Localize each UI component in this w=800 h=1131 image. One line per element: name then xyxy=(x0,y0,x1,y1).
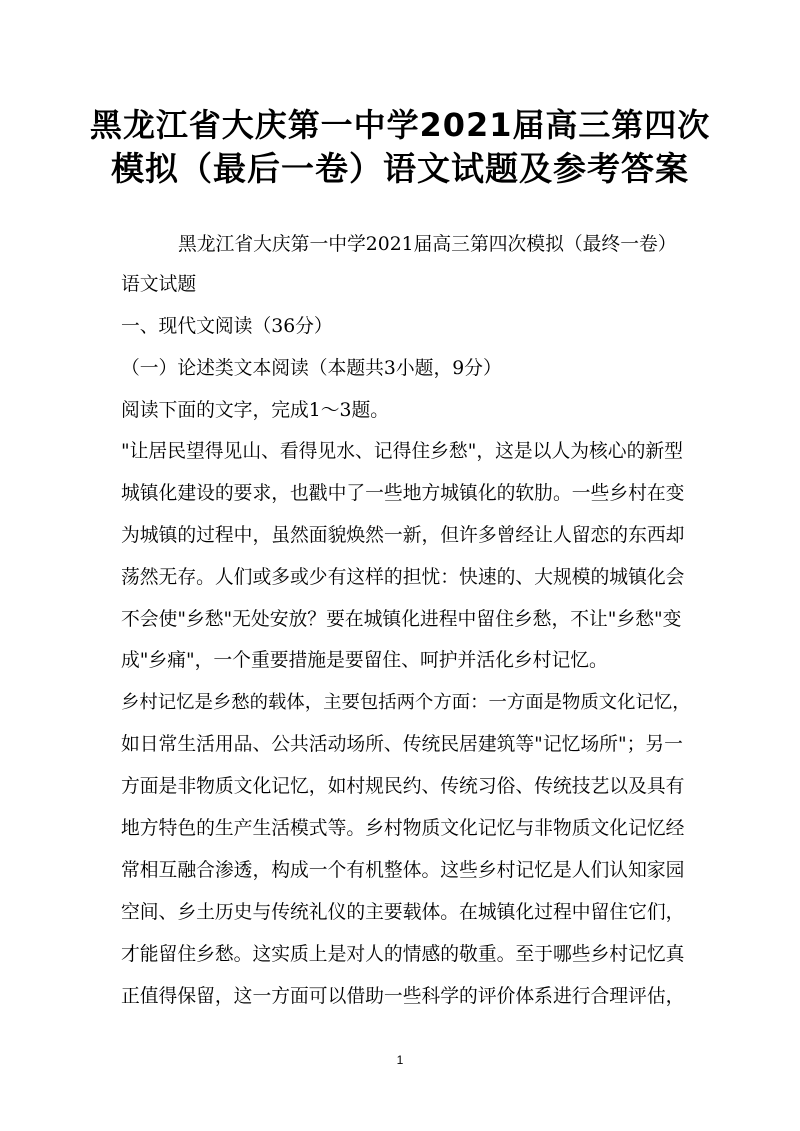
paragraph-line: 荡然无存。人们或多或少有这样的担忧：快速的、大规模的城镇化会 xyxy=(121,567,685,588)
paragraph-line: 空间、乡土历史与传统礼仪的主要载体。在城镇化过程中留住它们， xyxy=(121,902,685,923)
paragraph-line: 方面是非物质文化记忆，如村规民约、传统习俗、传统技艺以及具有 xyxy=(121,776,685,797)
instruction-line: 阅读下面的文字，完成1～3题。 xyxy=(121,400,390,421)
section-label: 语文试题 xyxy=(121,274,197,295)
paragraph-line: 常相互融合渗透，构成一个有机整体。这些乡村记忆是人们认知家园 xyxy=(121,860,685,881)
paragraph-line: 不会使"乡愁"无处安放？要在城镇化进程中留住乡愁，不让"乡愁"变 xyxy=(121,609,682,630)
paragraph-line: 为城镇的过程中，虽然面貌焕然一新，但许多曾经让人留恋的东西却 xyxy=(121,525,685,546)
paragraph-line: 如日常生活用品、公共活动场所、传统民居建筑等"记忆场所"；另一 xyxy=(121,734,683,755)
paragraph-line: 正值得保留，这一方面可以借助一些科学的评价体系进行合理评估， xyxy=(121,986,685,1007)
paragraph-line: 乡村记忆是乡愁的载体，主要包括两个方面：一方面是物质文化记忆， xyxy=(121,692,691,713)
document-title-line-2: 模拟（最后一卷）语文试题及参考答案 xyxy=(111,149,689,188)
page-number: 1 xyxy=(396,1053,404,1067)
paragraph-line: 才能留住乡愁。这实质上是对人的情感的敬重。至于哪些乡村记忆真 xyxy=(121,944,685,965)
document-title-line-1: 黑龙江省大庆第一中学2021届高三第四次 xyxy=(90,106,711,144)
section-heading: 一、现代文阅读（36分） xyxy=(121,316,333,337)
paragraph-line: 城镇化建设的要求，也戳中了一些地方城镇化的软肋。一些乡村在变 xyxy=(121,483,685,504)
paragraph-line: 成"乡痛"，一个重要措施是要留住、呵护并活化乡村记忆。 xyxy=(121,650,608,671)
paragraph-line: "让居民望得见山、看得见水、记得住乡愁"，这是以人为核心的新型 xyxy=(121,441,683,462)
subtitle-line: 黑龙江省大庆第一中学2021届高三第四次模拟（最终一卷） xyxy=(178,234,677,255)
subsection-heading: （一）论述类文本阅读（本题共3小题，9分） xyxy=(121,358,502,379)
paragraph-line: 地方特色的生产生活模式等。乡村物质文化记忆与非物质文化记忆经 xyxy=(121,818,685,839)
